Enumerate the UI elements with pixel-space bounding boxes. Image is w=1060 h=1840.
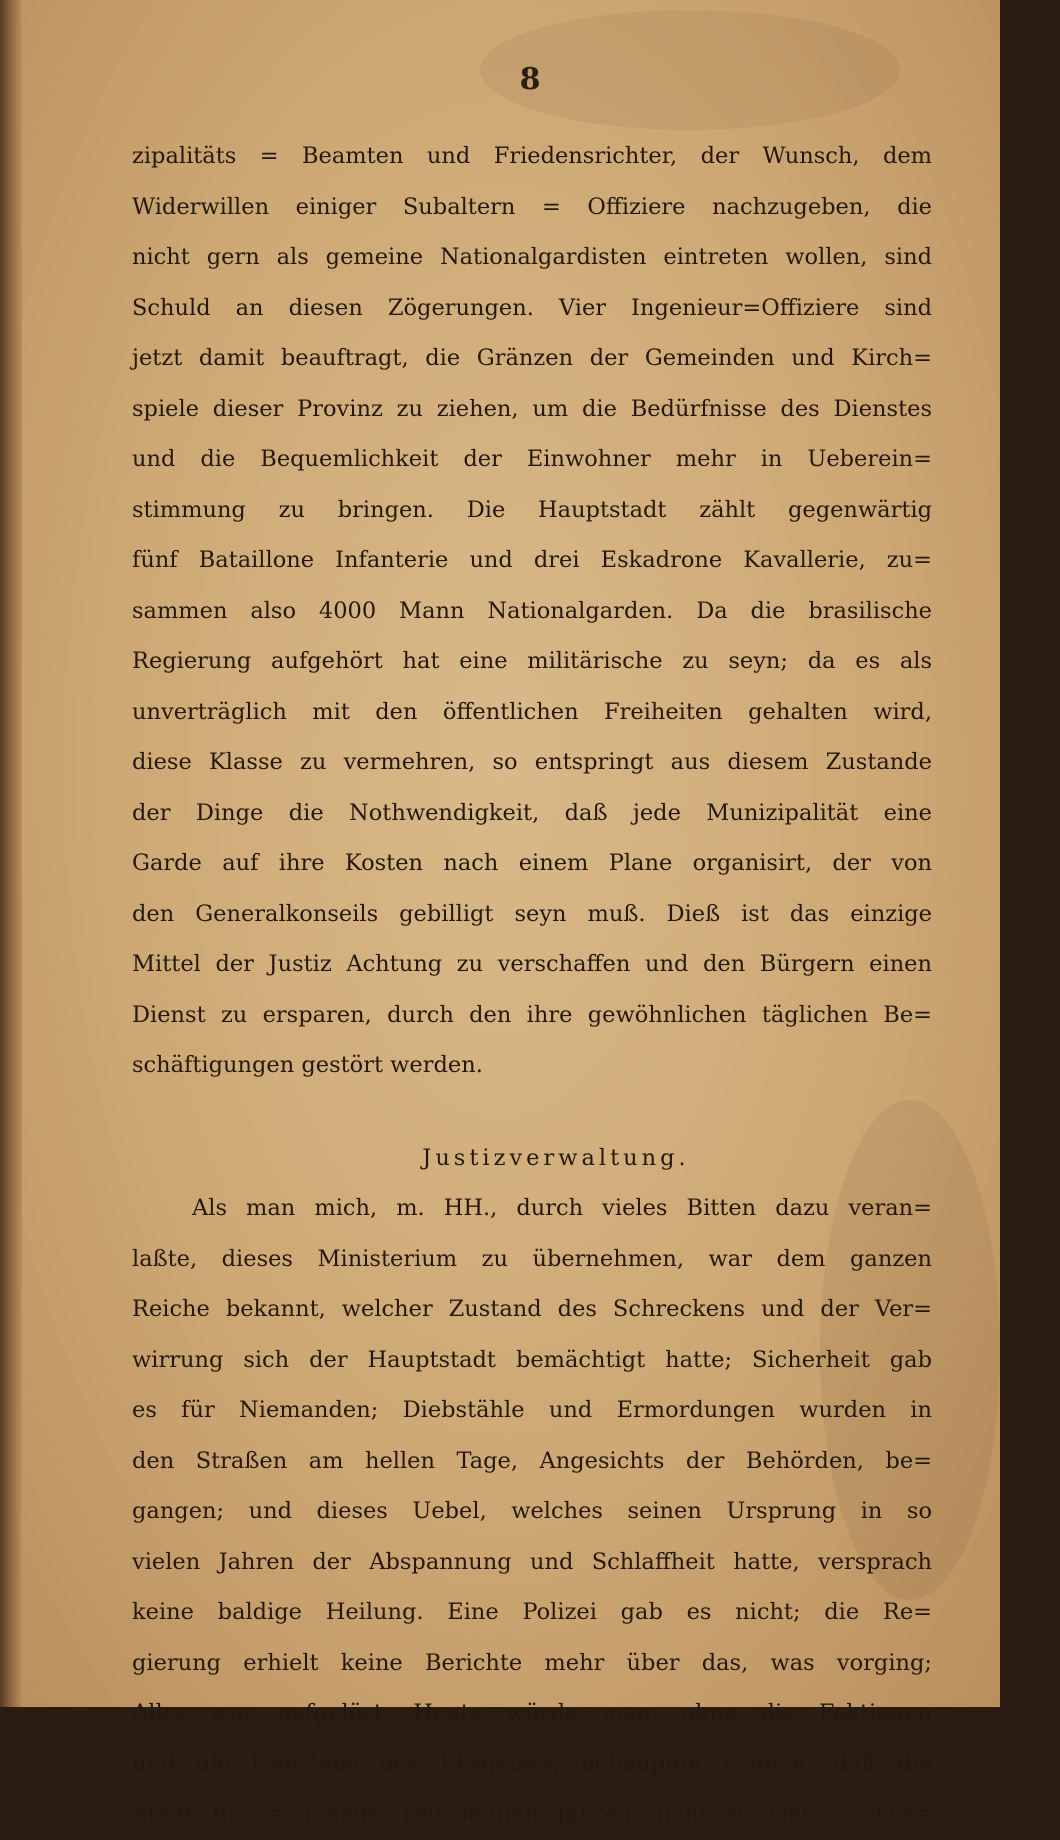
text-line: den Straßen am hellen Tage, Angesichts der Behörden, be= [132,1447,932,1474]
text-line: stimmung zu bringen. Die Hauptstadt zählt gegenwärtig [132,496,932,523]
text-line: der Dinge die Nothwendigkeit, daß jede Munizipalität eine [132,799,932,826]
text-line: Schuld an diesen Zögerungen. Vier Ingenieur=Offiziere sind [132,294,932,321]
text-line: Mittel der Justiz Achtung zu verschaffen und den Bürgern einen [132,951,932,977]
text-line: spiele dieser Provinz zu ziehen, um die Bedürfnisse des Dienstes [132,395,932,422]
section-spacer [132,1091,932,1133]
page-binding-edge [0,0,22,1707]
text-line: gangen; und dieses Uebel, welches seinen Ursprung in so [132,1498,932,1524]
text-line: Stadt Rio = Janeiro seit langen Jahren nicht so viele Sicher= [132,1801,932,1827]
paragraph-2 [132,1183,932,1840]
text-line: diese Klasse zu vermehren, so entspringt aus diesem Zustande [132,749,932,775]
text-line: Garde auf ihre Kosten nach einem Plane organisirt, der von [132,850,932,876]
text-line: zipalitäts = Beamten und Friedensrichter, der Wunsch, dem [132,143,932,169]
text-line: gierung erhielt keine Berichte mehr über das, was vorging; [132,1649,932,1676]
paragraph-1 [132,131,932,1091]
text-line: nicht gern als gemeine Nationalgardisten eintreten wollen, sind [132,244,932,270]
section-heading: Justizverwaltung. [422,1144,690,1171]
text-line: unverträglich mit den öffentlichen Freiheiten gehalten wird, [132,698,932,725]
text-line: und die Bequemlichkeit der Einwohner mehr in Ueberein= [132,446,932,472]
text-line: und die Umtriebe des Ehrgeizes, behaupten können, daß die [132,1750,932,1777]
text-line: jetzt damit beauftragt, die Gränzen der Gemeinden und Kirch= [132,345,932,371]
text-line: Alles war aufgelöst. Heute würde man, ohne die Faktionen [132,1700,932,1726]
text-line: es für Niemanden; Diebstähle und Ermordungen wurden in [132,1397,932,1423]
text-line: Als man mich, m. HH., durch vieles Bitten dazu veran= [192,1195,932,1221]
text-line: wirrung sich der Hauptstadt bemächtigt hatte; Sicherheit gab [132,1346,932,1373]
text-line: Widerwillen einiger Subaltern = Offiziere nachzugeben, die [132,193,932,220]
page-number: 8 [519,62,541,97]
text-line: Reiche bekannt, welcher Zustand des Schreckens und der Ver= [132,1296,932,1322]
text-line: schäftigungen gestört werden. [132,1052,483,1078]
text-line: den Generalkonseils gebilligt seyn muß. Dieß ist das einzige [132,900,932,927]
text-line: keine baldige Heilung. Eine Polizei gab es nicht; die Re= [132,1599,932,1625]
text-line: Regierung aufgehört hat eine militärische zu seyn; da es als [132,648,932,674]
text-line: sammen also 4000 Mann Nationalgarden. Da die brasilische [132,597,932,624]
text-line: vielen Jahren der Abspannung und Schlaffheit hatte, versprach [132,1548,932,1575]
body-text [132,131,932,1840]
text-line: laßte, dieses Ministerium zu übernehmen, war dem ganzen [132,1245,932,1272]
text-line: fünf Bataillone Infanterie und drei Eskadrone Kavallerie, zu= [132,547,932,573]
text-line: Dienst zu ersparen, durch den ihre gewöhnlichen täglichen Be= [132,1001,932,1028]
